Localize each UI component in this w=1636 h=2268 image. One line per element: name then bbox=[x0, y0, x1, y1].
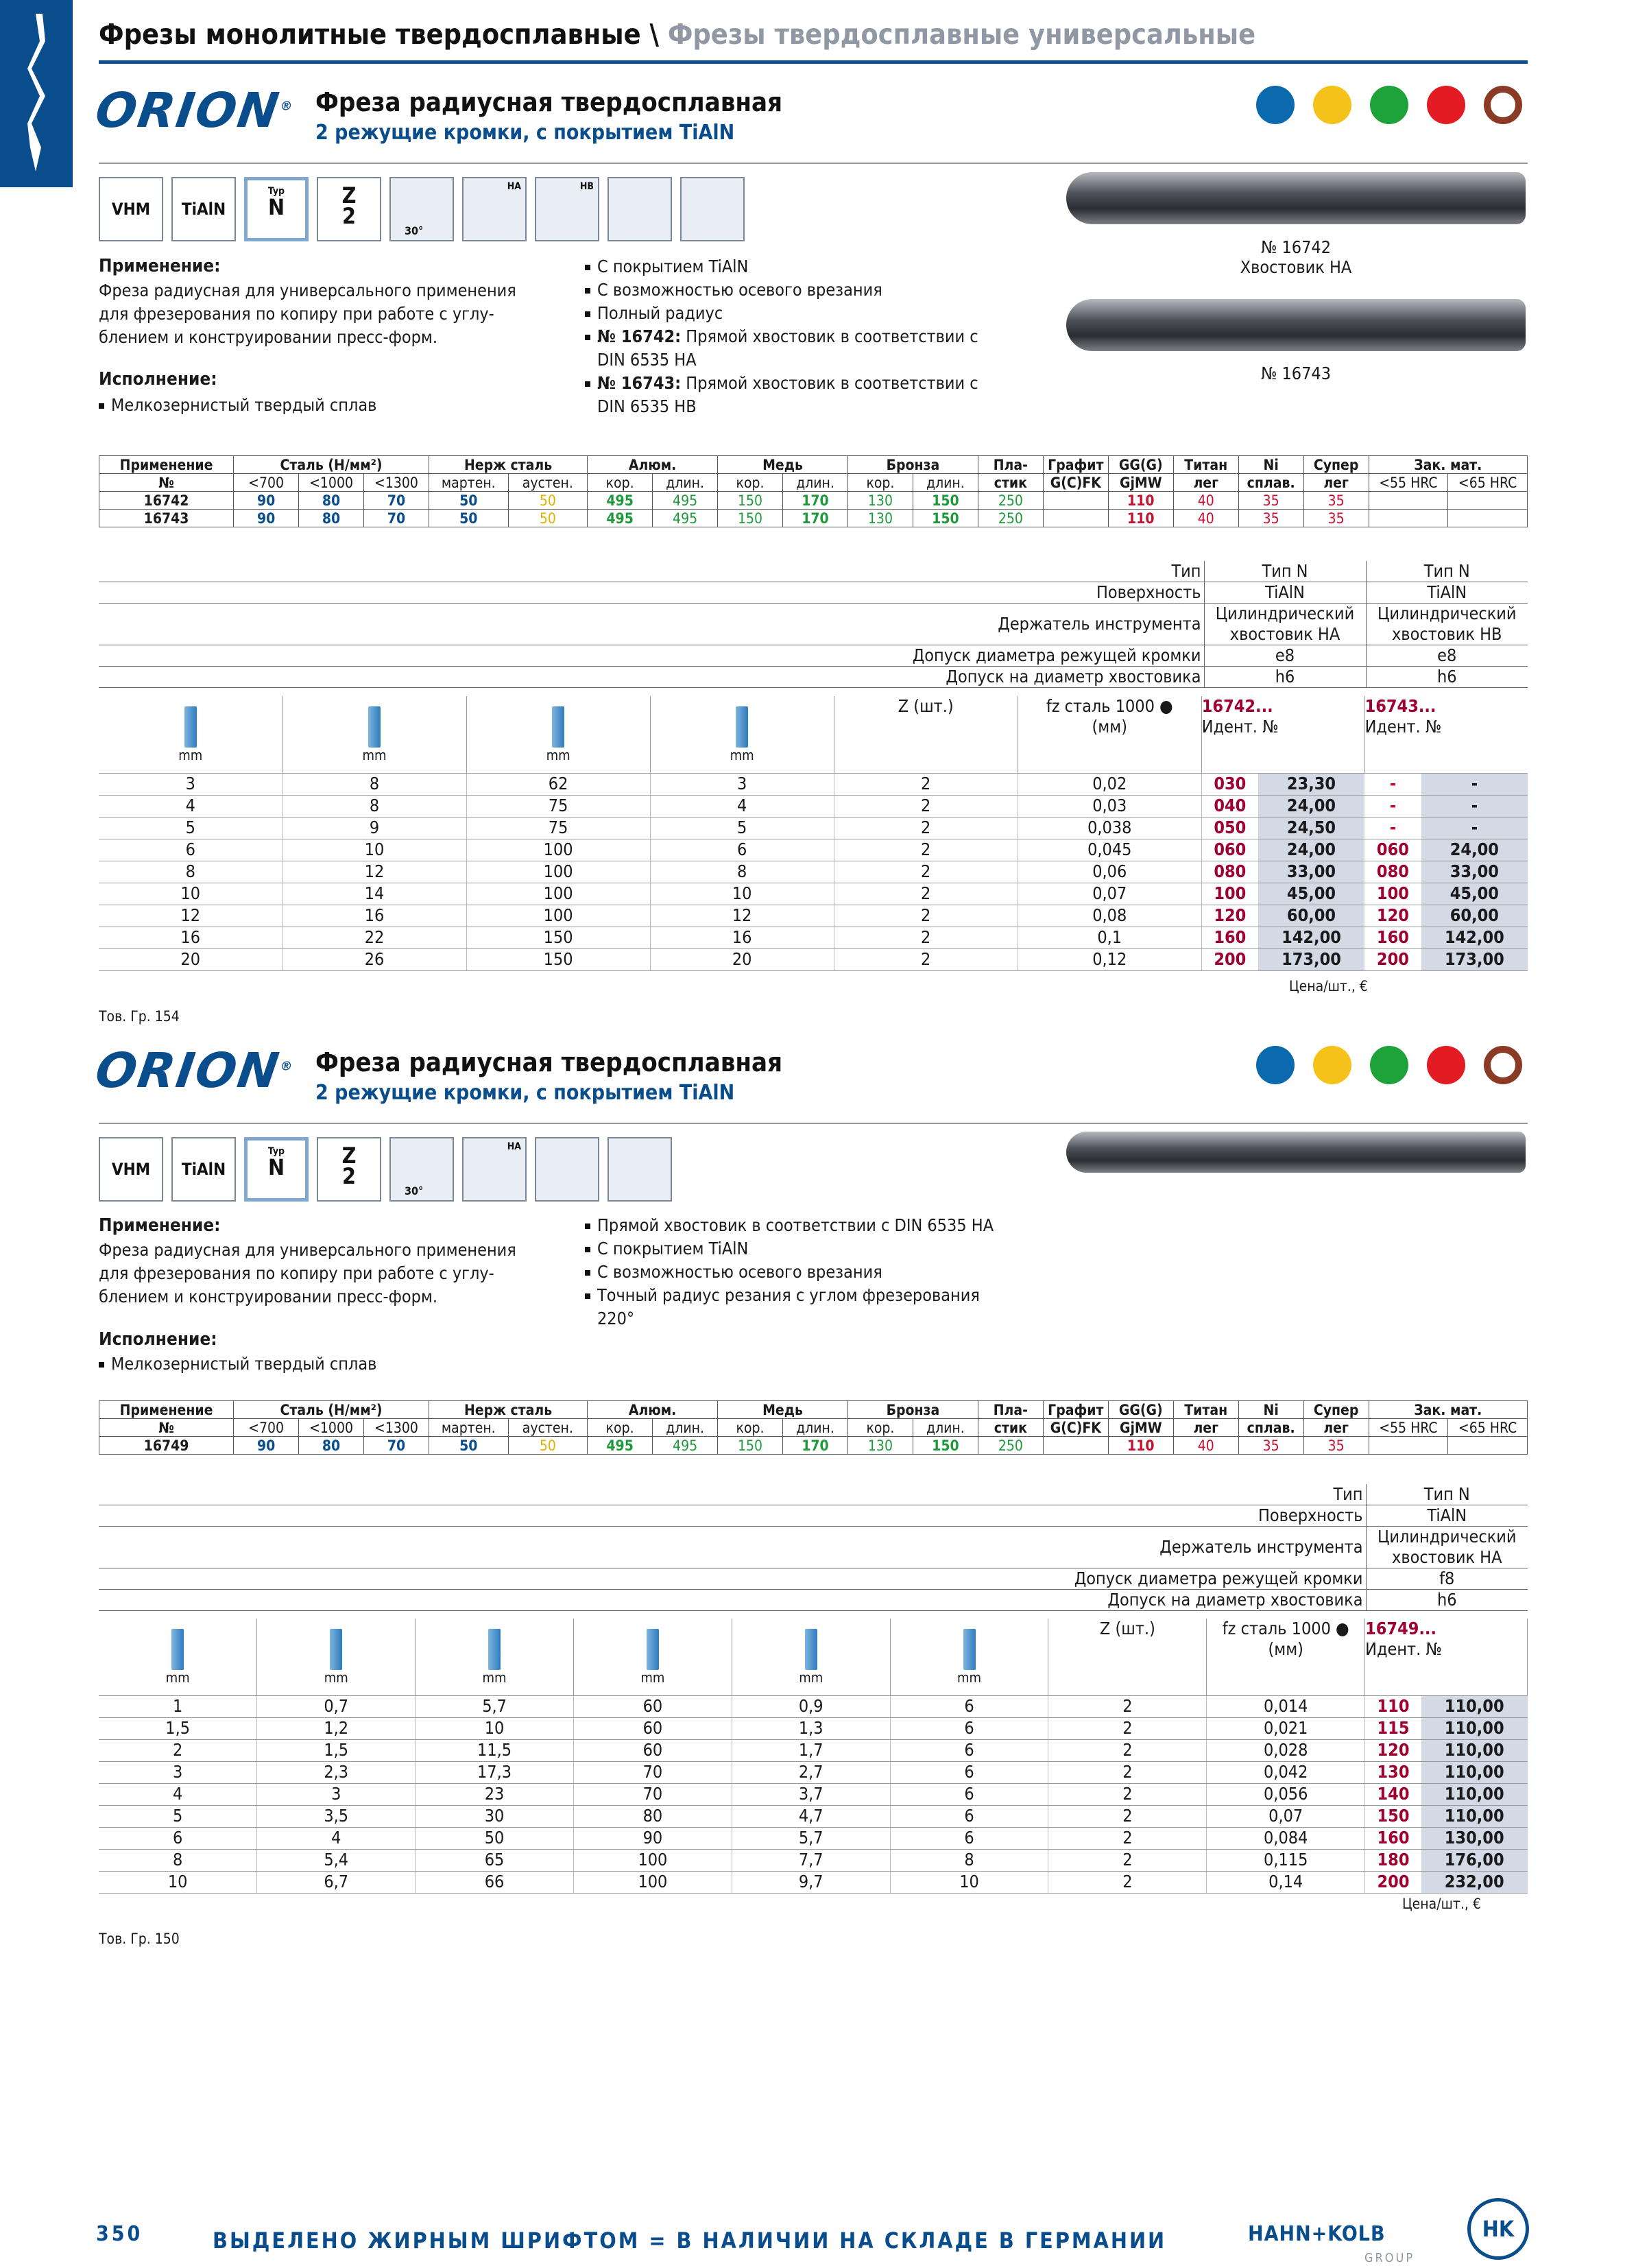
dimension-icon bbox=[184, 706, 197, 748]
hk-emblem-icon: HK bbox=[1467, 2198, 1529, 2260]
dimension-icon bbox=[368, 706, 381, 748]
color-dot-yellow bbox=[1313, 86, 1351, 124]
drill-icon bbox=[0, 0, 73, 187]
orion-logo: ORION® bbox=[92, 82, 295, 139]
table-row: 12 16 100 12 2 0,08 120 60,00 120 60,00 bbox=[99, 905, 1528, 927]
table-row: 10 14 100 10 2 0,07 100 45,00 100 45,00 bbox=[99, 883, 1528, 905]
table-row: 20 26 150 20 2 0,12 200 173,00 200 173,00 bbox=[99, 948, 1528, 970]
group-label: GROUP bbox=[1364, 2251, 1415, 2265]
application-label-2: Применение: bbox=[99, 1215, 221, 1236]
spec-row: Тип Тип N bbox=[99, 1484, 1528, 1505]
color-dot-green bbox=[1370, 86, 1408, 124]
plunge-icon bbox=[608, 1137, 672, 1202]
table-row: 16 22 150 16 2 0,1 160 142,00 160 142,00 bbox=[99, 927, 1528, 948]
material-row: 16749 90 80 70 50 50 495 495 150 170 130 150 250 110 40 35 35 bbox=[99, 1437, 1528, 1455]
table-row: 10 6,7 66 100 9,7 10 2 0,14 200 232,00 bbox=[99, 1871, 1528, 1893]
table-row: 1,5 1,2 10 60 1,3 6 2 0,021 115 110,00 bbox=[99, 1717, 1528, 1739]
dimension-icon bbox=[488, 1629, 501, 1670]
table-header: mm mm mm mm mm mm Z (шт.) fz сталь 1000 ● (мм) 16749... Идент. № bbox=[99, 1619, 1528, 1695]
tool-image-16749 bbox=[1066, 1132, 1526, 1173]
plunge-icon bbox=[680, 177, 745, 241]
table-row: 4 3 23 70 3,7 6 2 0,056 140 110,00 bbox=[99, 1783, 1528, 1805]
z2-icon: Z 2 bbox=[317, 177, 381, 241]
table-row: 2 1,5 11,5 60 1,7 6 2 0,028 120 110,00 bbox=[99, 1739, 1528, 1761]
tolerance-icon bbox=[608, 177, 672, 241]
table-row: 5 3,5 30 80 4,7 6 2 0,07 150 110,00 bbox=[99, 1805, 1528, 1827]
type-n-icon: Typ N bbox=[244, 1137, 309, 1202]
spec-row: Тип Тип N Тип N bbox=[99, 561, 1528, 582]
spec-row: Допуск на диаметр хвостовика h6 bbox=[99, 1590, 1528, 1611]
material-row: 16743 90 80 70 50 50 495 495 150 170 130 150 250 110 40 35 35 bbox=[99, 510, 1528, 527]
spec-row: Поверхность TiAlN bbox=[99, 1505, 1528, 1527]
execution-text-2: Мелкозернистый твердый сплав bbox=[99, 1352, 376, 1376]
type-n-icon: Typ N bbox=[244, 177, 309, 241]
color-dot-green bbox=[1370, 1046, 1408, 1084]
spec-row: Держатель инструмента Цилиндрический хвостовик HA Цилиндрический хвостовик HB bbox=[99, 604, 1528, 645]
table-row: 8 5,4 65 100 7,7 8 2 0,115 180 176,00 bbox=[99, 1849, 1528, 1871]
table-row: 1 0,7 5,7 60 0,9 6 2 0,014 110 110,00 bbox=[99, 1695, 1528, 1717]
z2-icon: Z 2 bbox=[317, 1137, 381, 1202]
tialn-icon: TiAlN bbox=[171, 177, 236, 241]
color-dot-red bbox=[1427, 86, 1465, 124]
feature-list: С покрытием TiAlN С возможностью осевого врезания Полный радиус № 16742: Прямой хвостовик в соответствии с DIN 6535 HA № 16743: Прямой хвостовик в соответствии с DIN 6535 HB bbox=[585, 255, 1031, 418]
shank-ha-icon: HA bbox=[462, 1137, 527, 1202]
helix-angle-icon: 30° bbox=[389, 177, 454, 241]
product-group-1: Тов. Гр. 154 bbox=[99, 1008, 180, 1025]
dimension-icon bbox=[736, 706, 748, 748]
table-row: 4 8 75 4 2 0,03 040 24,00 - - bbox=[99, 795, 1528, 817]
orion-logo-2: ORION® bbox=[92, 1042, 295, 1099]
color-dot-blue bbox=[1256, 86, 1295, 124]
spec-row: Допуск на диаметр хвостовика h6 h6 bbox=[99, 667, 1528, 688]
spec-row: Держатель инструмента Цилиндрический хвостовик HA bbox=[99, 1527, 1528, 1568]
product-subtitle: 2 режущие кромки, с покрытием TiAlN bbox=[315, 121, 735, 145]
execution-text: Мелкозернистый твердый сплав bbox=[99, 394, 376, 417]
table-row: 3 2,3 17,3 70 2,7 6 2 0,042 130 110,00 bbox=[99, 1761, 1528, 1783]
color-dot-yellow bbox=[1313, 1046, 1351, 1084]
dimension-icon bbox=[330, 1629, 342, 1670]
color-dot-brown bbox=[1484, 1046, 1522, 1084]
product-title-2: Фреза радиусная твердосплавная bbox=[315, 1047, 783, 1077]
application-label: Применение: bbox=[99, 256, 221, 276]
dimension-icon bbox=[805, 1629, 817, 1670]
tool-image-16743 bbox=[1066, 299, 1526, 351]
price-label-1: Цена/шт., € bbox=[1289, 978, 1368, 994]
table-row: 8 12 100 8 2 0,06 080 33,00 080 33,00 bbox=[99, 861, 1528, 883]
table-row: 6 10 100 6 2 0,045 060 24,00 060 24,00 bbox=[99, 839, 1528, 861]
page-number: 350 bbox=[96, 2222, 143, 2246]
helix-angle-icon: 30° bbox=[389, 1137, 454, 1202]
divider bbox=[99, 163, 1528, 164]
caption-16742: № 16742 Хвостовик HA bbox=[1240, 237, 1352, 277]
spec-table-1 bbox=[99, 561, 1528, 688]
application-text: Фреза радиусная для универсального применения для фрезерования по копиру при работе с углу- блением и конструировании пресс-форм. bbox=[99, 280, 516, 347]
spec-table-2 bbox=[99, 1484, 1528, 1611]
material-table-2: Применение Сталь (Н/мм²) Нерж сталь Алюм. Медь Бронза Пла- Графит GG(G) Титан Ni Супер Зак. мат. № <700 <1000 <1300 мартен. аустен. кор. длин. кор. длин. кор. длин. стик G(C)FK GjMW лег сплав. лег <55 HRC <65 HRC 16749 90 80 70 50 50 495 495 150 170 130 150 250 110 40 35 35 bbox=[99, 1400, 1528, 1455]
dimension-icon bbox=[171, 1629, 184, 1670]
header-rule bbox=[99, 60, 1528, 64]
tolerance-icon bbox=[535, 1137, 599, 1202]
vhm-icon: VHM bbox=[99, 1137, 163, 1202]
divider bbox=[99, 1123, 1528, 1124]
product-title: Фреза радиусная твердосплавная bbox=[315, 87, 783, 117]
color-dot-red bbox=[1427, 1046, 1465, 1084]
feature-list-2: Прямой хвостовик в соответствии с DIN 6535 HA С покрытием TiAlN С возможностью осевого врезания Точный радиус резания с углом фрезерования 220° bbox=[585, 1214, 1079, 1330]
execution-label-2: Исполнение: bbox=[99, 1329, 217, 1350]
execution-label: Исполнение: bbox=[99, 369, 217, 390]
material-row: 16742 90 80 70 50 50 495 495 150 170 130 150 250 110 40 35 35 bbox=[99, 492, 1528, 510]
table-row: 6 4 50 90 5,7 6 2 0,084 160 130,00 bbox=[99, 1827, 1528, 1849]
tool-image-16742 bbox=[1066, 172, 1526, 224]
spec-row: Допуск диаметра режущей кромки f8 bbox=[99, 1568, 1528, 1590]
side-tab bbox=[0, 0, 73, 187]
spec-row: Поверхность TiAlN TiAlN bbox=[99, 582, 1528, 604]
dimension-icon bbox=[552, 706, 564, 748]
caption-16743: № 16743 bbox=[1260, 363, 1332, 383]
shank-hb-icon: HB bbox=[535, 177, 599, 241]
table-row: 5 9 75 5 2 0,038 050 24,50 - - bbox=[99, 817, 1528, 839]
shank-ha-icon: HA bbox=[462, 177, 527, 241]
color-dot-brown bbox=[1484, 86, 1522, 124]
color-dot-blue bbox=[1256, 1046, 1295, 1084]
product-group-2: Тов. Гр. 150 bbox=[99, 1931, 180, 1947]
hahn-kolb-logo: HAHN+KOLB bbox=[1248, 2222, 1386, 2246]
tialn-icon: TiAlN bbox=[171, 1137, 236, 1202]
page-header: Фрезы монолитные твердосплавные \ Фрезы твердосплавные универсальные bbox=[99, 18, 1256, 51]
vhm-icon: VHM bbox=[99, 177, 163, 241]
data-table-1 bbox=[99, 696, 1528, 971]
material-table-1: Применение Сталь (Н/мм²) Нерж сталь Алюм. Медь Бронза Пла- Графит GG(G) Титан Ni Супер Зак. мат. № <700 <1000 <1300 мартен. аустен. кор. длин. кор. длин. кор. длин. стик G(C)FK GjMW лег сплав. лег <55 HRC <65 HRC 16742 90 80 70 50 50 495 495 150 170 130 150 250 110 40 35 35 16743 90 80 70 50 50 495 495 150 170 130 150 250 110 40 35 35 bbox=[99, 455, 1528, 527]
data-table-2 bbox=[99, 1619, 1528, 1894]
price-label-2: Цена/шт., € bbox=[1402, 1896, 1481, 1912]
spec-row: Допуск диаметра режущей кромки e8 e8 bbox=[99, 645, 1528, 667]
application-text-2: Фреза радиусная для универсального применения для фрезерования по копиру при работе с углу- блением и конструировании пресс-форм. bbox=[99, 1240, 516, 1306]
product-subtitle-2: 2 режущие кромки, с покрытием TiAlN bbox=[315, 1081, 735, 1105]
dimension-icon bbox=[647, 1629, 659, 1670]
table-header: mm mm mm mm Z (шт.) fz сталь 1000 ● (мм) 16742... Идент. № 16743... Идент. № bbox=[99, 696, 1528, 773]
dimension-icon bbox=[963, 1629, 976, 1670]
table-row: 3 8 62 3 2 0,02 030 23,30 - - bbox=[99, 773, 1528, 795]
footer-note: ВЫДЕЛЕНО ЖИРНЫМ ШРИФТОМ = В НАЛИЧИИ НА СКЛАДЕ В ГЕРМАНИИ bbox=[213, 2228, 1167, 2254]
